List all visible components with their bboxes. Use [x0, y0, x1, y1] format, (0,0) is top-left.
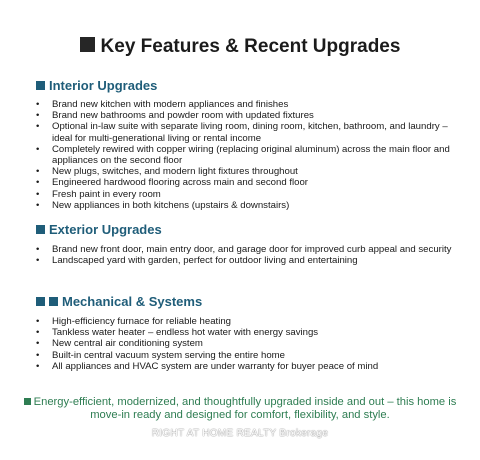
brokerage-watermark: RIGHT AT HOME REALTY Brokerage — [151, 428, 329, 439]
square-icon — [24, 398, 31, 405]
square-icon — [49, 297, 58, 306]
section-heading-interior — [36, 78, 157, 93]
closing-text: Energy-efficient, modernized, and thoughtfully upgraded inside and out – this home is move-in ready and designed for comfort, flexibility, and style. — [33, 396, 457, 421]
section-heading-exterior — [36, 222, 162, 237]
list-item: • Fresh paint in every room — [36, 189, 456, 200]
square-icon — [36, 297, 45, 306]
section-heading-text: Interior Upgrades — [49, 78, 158, 93]
list-item: • New central air conditioning system — [36, 338, 456, 349]
list-item: • Brand new kitchen with modern appliances and finishes — [36, 99, 456, 110]
exterior-upgrades-list — [36, 244, 456, 266]
list-item: • Optional in-law suite with separate living room, dining room, kitchen, bathroom, and laundry – ideal for multi-generational living or rental income — [36, 121, 456, 143]
square-icon — [36, 225, 45, 234]
list-item: • Engineered hardwood flooring across main and second floor — [36, 177, 456, 188]
list-item: • Landscaped yard with garden, perfect for outdoor living and entertaining — [36, 255, 456, 266]
page-title-text: Key Features & Recent Upgrades — [100, 36, 401, 57]
list-item: • Brand new front door, main entry door, and garage door for improved curb appeal and security — [36, 244, 456, 255]
list-item: • New plugs, switches, and modern light fixtures throughout — [36, 166, 456, 177]
list-item: • Tankless water heater – endless hot water with energy savings — [36, 327, 456, 338]
mechanical-systems-list — [36, 316, 456, 372]
section-heading-text: Mechanical & Systems — [62, 294, 203, 309]
list-item: • All appliances and HVAC system are under warranty for buyer peace of mind — [36, 361, 456, 372]
interior-upgrades-list — [36, 99, 456, 211]
list-item: • High-efficiency furnace for reliable heating — [36, 316, 456, 327]
page-title — [0, 36, 480, 58]
square-icon — [80, 37, 95, 52]
section-heading-mechanical — [36, 294, 202, 309]
list-item: • Completely rewired with copper wiring (replacing original aluminum) across the main floor and appliances on the second floor — [36, 144, 456, 166]
list-item: • Brand new bathrooms and powder room with updated fixtures — [36, 110, 456, 121]
list-item: • Built-in central vacuum system serving the entire home — [36, 350, 456, 361]
closing-statement — [20, 396, 460, 422]
section-heading-text: Exterior Upgrades — [49, 222, 162, 237]
list-item: • New appliances in both kitchens (upstairs & downstairs) — [36, 200, 456, 211]
square-icon — [36, 81, 45, 90]
